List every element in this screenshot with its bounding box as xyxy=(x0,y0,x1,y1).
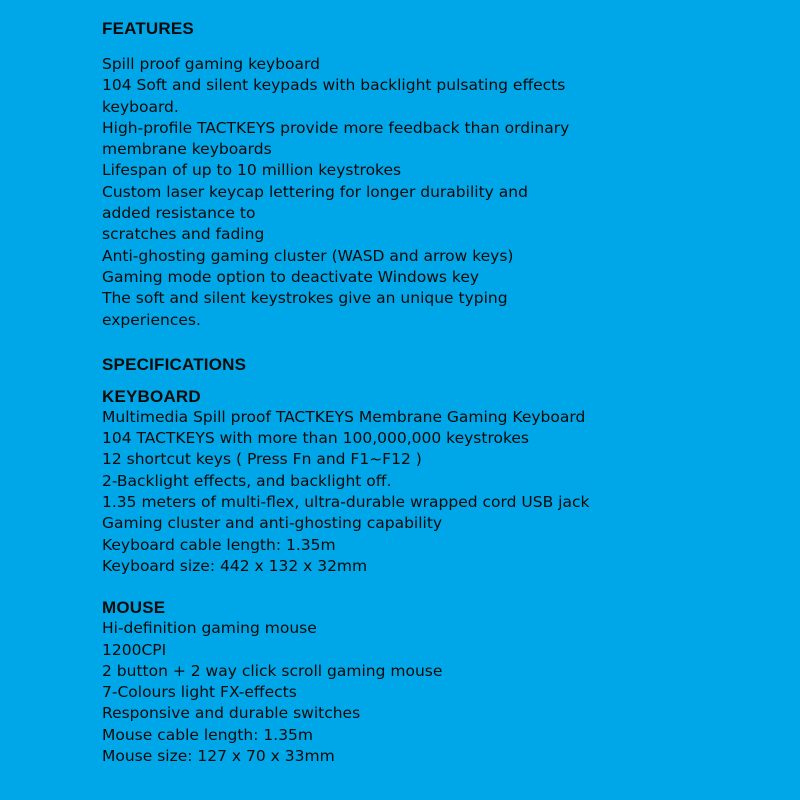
keyboard-spec-line: Keyboard size: 442 x 132 x 32mm xyxy=(102,556,368,575)
feature-line: Spill proof gaming keyboard xyxy=(102,55,320,73)
feature-line: keyboard. xyxy=(102,97,179,116)
mouse-spec-line: 7-Colours light FX-effects xyxy=(102,683,297,702)
mouse-spec-line: 2 button + 2 way click scroll gaming mouse xyxy=(102,661,443,680)
keyboard-spec-line: 104 TACTKEYS with more than 100,000,000 keystrokes xyxy=(102,429,529,448)
feature-line: 104 Soft and silent keypads with backlight pulsating effects xyxy=(102,76,566,95)
feature-line: High-profile TACTKEYS provide more feedback than ordinary xyxy=(102,118,570,137)
specifications-heading: SPECIFICATIONS xyxy=(102,354,247,374)
mouse-spec-list xyxy=(102,618,800,767)
features-heading: FEATURES xyxy=(102,19,194,38)
keyboard-spec-line: Multimedia Spill proof TACTKEYS Membrane Gaming Keyboard xyxy=(102,407,586,426)
feature-line: Gaming mode option to deactivate Windows key xyxy=(102,267,480,286)
feature-line: The soft and silent keystrokes give an unique typing xyxy=(102,289,508,308)
keyboard-spec-line: Keyboard cable length: 1.35m xyxy=(102,535,336,554)
mouse-spec-line: 1200CPI xyxy=(102,640,167,659)
keyboard-spec-line: Gaming cluster and anti-ghosting capability xyxy=(102,514,443,533)
mouse-spec-line: Responsive and durable switches xyxy=(102,704,361,723)
mouse-heading: MOUSE xyxy=(102,598,166,618)
keyboard-spec-line: 2-Backlight effects, and backlight off. xyxy=(102,471,392,490)
feature-line: Custom laser keycap lettering for longer durability and xyxy=(102,182,528,201)
feature-line: Lifespan of up to 10 million keystrokes xyxy=(102,161,402,180)
feature-line: scratches and fading xyxy=(102,225,265,244)
mouse-spec-line: Mouse size: 127 x 70 x 33mm xyxy=(102,747,335,766)
keyboard-spec-line: 12 shortcut keys ( Press Fn and F1~F12 ) xyxy=(102,450,422,469)
mouse-spec-line: Hi-definition gaming mouse xyxy=(102,619,317,638)
feature-line: added resistance to xyxy=(102,204,256,223)
keyboard-spec-list xyxy=(102,407,800,577)
feature-line: Anti-ghosting gaming cluster (WASD and arrow keys) xyxy=(102,246,514,265)
feature-line: experiences. xyxy=(102,310,201,329)
features-list xyxy=(102,54,800,331)
keyboard-spec-line: 1.35 meters of multi-flex, ultra-durable wrapped cord USB jack xyxy=(102,493,590,512)
feature-line: membrane keyboards xyxy=(102,140,272,159)
keyboard-heading: KEYBOARD xyxy=(102,386,201,406)
mouse-spec-line: Mouse cable length: 1.35m xyxy=(102,725,314,744)
